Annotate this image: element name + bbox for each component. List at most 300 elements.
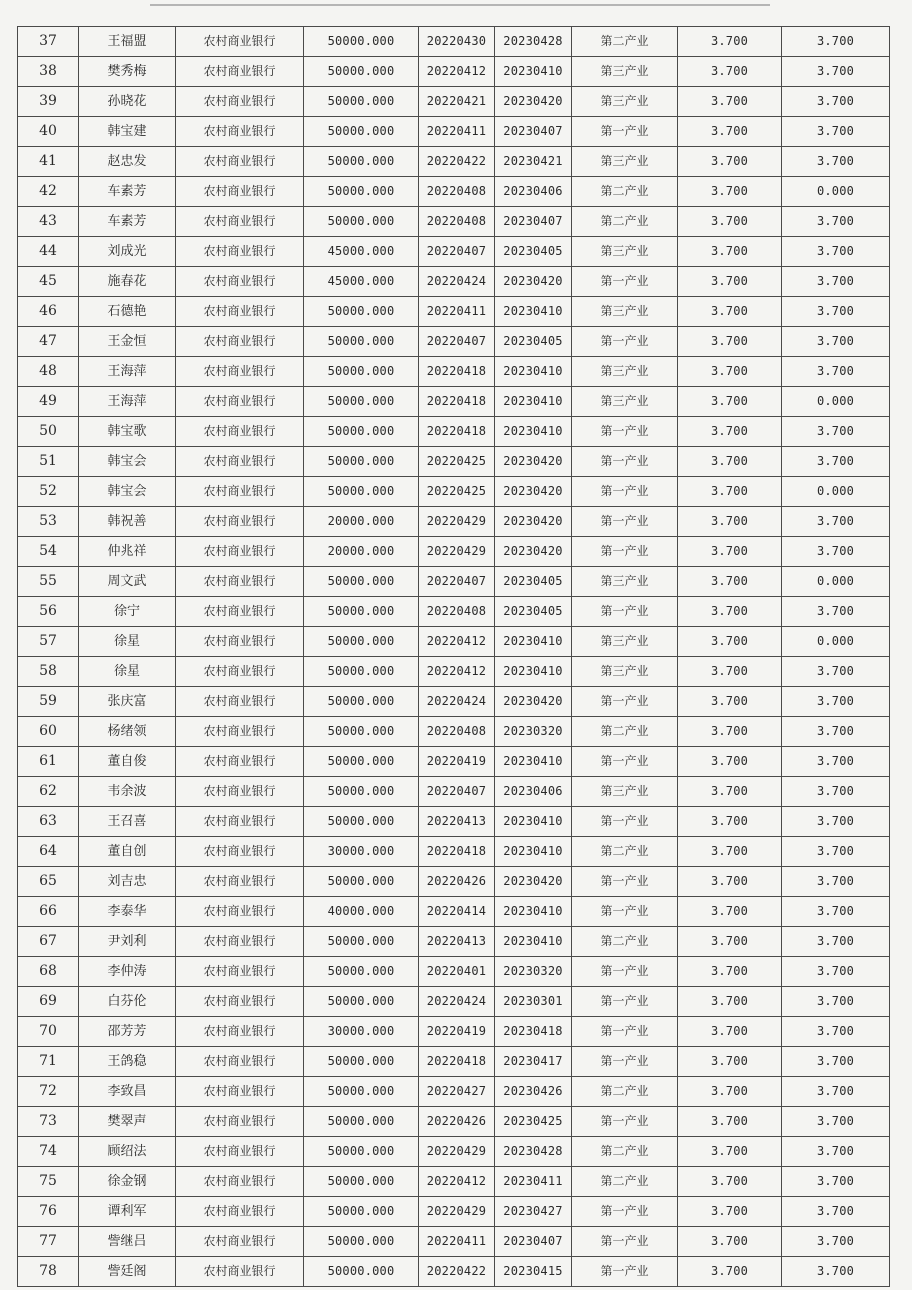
table-row xyxy=(18,1197,890,1227)
row-number-cell: 66 xyxy=(18,897,79,927)
industry-type-cell: 第一产业 xyxy=(572,957,678,987)
bank-name-cell: 农村商业银行 xyxy=(176,897,304,927)
subsidy-rate-cell: 0.000 xyxy=(782,387,890,417)
loan-amount-cell: 20000.000 xyxy=(304,507,419,537)
start-date-cell: 20220411 xyxy=(419,117,495,147)
loan-amount-cell: 50000.000 xyxy=(304,1167,419,1197)
start-date-cell: 20220407 xyxy=(419,567,495,597)
row-number-cell: 54 xyxy=(18,537,79,567)
interest-rate-cell: 3.700 xyxy=(678,1197,782,1227)
loan-amount-cell: 50000.000 xyxy=(304,57,419,87)
end-date-cell: 20230320 xyxy=(495,717,572,747)
bank-name-cell: 农村商业银行 xyxy=(176,957,304,987)
subsidy-rate-cell: 3.700 xyxy=(782,927,890,957)
table-row xyxy=(18,1077,890,1107)
subsidy-rate-cell: 3.700 xyxy=(782,1077,890,1107)
subsidy-rate-cell: 3.700 xyxy=(782,297,890,327)
loan-amount-cell: 50000.000 xyxy=(304,1077,419,1107)
row-number-cell: 48 xyxy=(18,357,79,387)
loan-amount-cell: 50000.000 xyxy=(304,567,419,597)
subsidy-rate-cell: 3.700 xyxy=(782,507,890,537)
industry-type-cell: 第一产业 xyxy=(572,1047,678,1077)
loan-amount-cell: 50000.000 xyxy=(304,27,419,57)
end-date-cell: 20230410 xyxy=(495,657,572,687)
table-row xyxy=(18,657,890,687)
borrower-name-cell: 仲兆祥 xyxy=(79,537,176,567)
borrower-name-cell: 韩宝建 xyxy=(79,117,176,147)
bank-name-cell: 农村商业银行 xyxy=(176,1257,304,1287)
end-date-cell: 20230411 xyxy=(495,1167,572,1197)
row-number-cell: 43 xyxy=(18,207,79,237)
borrower-name-cell: 施春花 xyxy=(79,267,176,297)
industry-type-cell: 第三产业 xyxy=(572,777,678,807)
start-date-cell: 20220427 xyxy=(419,1077,495,1107)
bank-name-cell: 农村商业银行 xyxy=(176,567,304,597)
bank-name-cell: 农村商业银行 xyxy=(176,507,304,537)
borrower-name-cell: 韩宝会 xyxy=(79,477,176,507)
interest-rate-cell: 3.700 xyxy=(678,1227,782,1257)
industry-type-cell: 第一产业 xyxy=(572,1017,678,1047)
table-row xyxy=(18,807,890,837)
start-date-cell: 20220408 xyxy=(419,597,495,627)
industry-type-cell: 第二产业 xyxy=(572,207,678,237)
table-row xyxy=(18,987,890,1017)
borrower-name-cell: 车素芳 xyxy=(79,207,176,237)
industry-type-cell: 第三产业 xyxy=(572,627,678,657)
end-date-cell: 20230418 xyxy=(495,1017,572,1047)
table-row xyxy=(18,1227,890,1257)
start-date-cell: 20220429 xyxy=(419,507,495,537)
borrower-name-cell: 樊秀梅 xyxy=(79,57,176,87)
row-number-cell: 73 xyxy=(18,1107,79,1137)
borrower-name-cell: 訾廷阁 xyxy=(79,1257,176,1287)
end-date-cell: 20230410 xyxy=(495,57,572,87)
end-date-cell: 20230420 xyxy=(495,867,572,897)
row-number-cell: 55 xyxy=(18,567,79,597)
row-number-cell: 60 xyxy=(18,717,79,747)
table-row xyxy=(18,117,890,147)
row-number-cell: 47 xyxy=(18,327,79,357)
subsidy-rate-cell: 3.700 xyxy=(782,327,890,357)
row-number-cell: 44 xyxy=(18,237,79,267)
interest-rate-cell: 3.700 xyxy=(678,27,782,57)
interest-rate-cell: 3.700 xyxy=(678,447,782,477)
bank-name-cell: 农村商业银行 xyxy=(176,537,304,567)
bank-name-cell: 农村商业银行 xyxy=(176,927,304,957)
row-number-cell: 65 xyxy=(18,867,79,897)
interest-rate-cell: 3.700 xyxy=(678,117,782,147)
industry-type-cell: 第一产业 xyxy=(572,507,678,537)
subsidy-rate-cell: 0.000 xyxy=(782,177,890,207)
industry-type-cell: 第二产业 xyxy=(572,927,678,957)
interest-rate-cell: 3.700 xyxy=(678,297,782,327)
end-date-cell: 20230410 xyxy=(495,297,572,327)
industry-type-cell: 第一产业 xyxy=(572,867,678,897)
interest-rate-cell: 3.700 xyxy=(678,387,782,417)
industry-type-cell: 第一产业 xyxy=(572,267,678,297)
table-row xyxy=(18,867,890,897)
table-row xyxy=(18,927,890,957)
bank-name-cell: 农村商业银行 xyxy=(176,1077,304,1107)
subsidy-rate-cell: 3.700 xyxy=(782,1197,890,1227)
loan-amount-cell: 50000.000 xyxy=(304,477,419,507)
bank-name-cell: 农村商业银行 xyxy=(176,1017,304,1047)
subsidy-rate-cell: 3.700 xyxy=(782,357,890,387)
borrower-name-cell: 王海萍 xyxy=(79,387,176,417)
end-date-cell: 20230301 xyxy=(495,987,572,1017)
end-date-cell: 20230410 xyxy=(495,747,572,777)
borrower-name-cell: 张庆富 xyxy=(79,687,176,717)
interest-rate-cell: 3.700 xyxy=(678,87,782,117)
end-date-cell: 20230405 xyxy=(495,327,572,357)
row-number-cell: 78 xyxy=(18,1257,79,1287)
subsidy-rate-cell: 3.700 xyxy=(782,237,890,267)
borrower-name-cell: 顾绍法 xyxy=(79,1137,176,1167)
subsidy-rate-cell: 3.700 xyxy=(782,87,890,117)
industry-type-cell: 第二产业 xyxy=(572,837,678,867)
interest-rate-cell: 3.700 xyxy=(678,237,782,267)
subsidy-rate-cell: 3.700 xyxy=(782,1107,890,1137)
subsidy-rate-cell: 0.000 xyxy=(782,567,890,597)
table-row xyxy=(18,357,890,387)
subsidy-rate-cell: 0.000 xyxy=(782,627,890,657)
interest-rate-cell: 3.700 xyxy=(678,687,782,717)
row-number-cell: 63 xyxy=(18,807,79,837)
industry-type-cell: 第一产业 xyxy=(572,1107,678,1137)
borrower-name-cell: 邵芳芳 xyxy=(79,1017,176,1047)
start-date-cell: 20220425 xyxy=(419,447,495,477)
end-date-cell: 20230405 xyxy=(495,597,572,627)
row-number-cell: 53 xyxy=(18,507,79,537)
table-row xyxy=(18,297,890,327)
industry-type-cell: 第三产业 xyxy=(572,357,678,387)
row-number-cell: 69 xyxy=(18,987,79,1017)
subsidy-rate-cell: 3.700 xyxy=(782,1227,890,1257)
table-row xyxy=(18,897,890,927)
industry-type-cell: 第二产业 xyxy=(572,1137,678,1167)
industry-type-cell: 第三产业 xyxy=(572,567,678,597)
interest-rate-cell: 3.700 xyxy=(678,1107,782,1137)
borrower-name-cell: 石德艳 xyxy=(79,297,176,327)
industry-type-cell: 第一产业 xyxy=(572,597,678,627)
row-number-cell: 71 xyxy=(18,1047,79,1077)
bank-name-cell: 农村商业银行 xyxy=(176,87,304,117)
interest-rate-cell: 3.700 xyxy=(678,507,782,537)
table-row xyxy=(18,477,890,507)
borrower-name-cell: 刘成光 xyxy=(79,237,176,267)
borrower-name-cell: 韩祝善 xyxy=(79,507,176,537)
table-row xyxy=(18,237,890,267)
bank-name-cell: 农村商业银行 xyxy=(176,987,304,1017)
start-date-cell: 20220429 xyxy=(419,1197,495,1227)
start-date-cell: 20220407 xyxy=(419,237,495,267)
loan-amount-cell: 50000.000 xyxy=(304,207,419,237)
end-date-cell: 20230420 xyxy=(495,537,572,567)
end-date-cell: 20230410 xyxy=(495,417,572,447)
industry-type-cell: 第三产业 xyxy=(572,57,678,87)
table-row xyxy=(18,1017,890,1047)
end-date-cell: 20230427 xyxy=(495,1197,572,1227)
start-date-cell: 20220429 xyxy=(419,1137,495,1167)
borrower-name-cell: 王福盟 xyxy=(79,27,176,57)
industry-type-cell: 第三产业 xyxy=(572,87,678,117)
loan-amount-cell: 50000.000 xyxy=(304,147,419,177)
interest-rate-cell: 3.700 xyxy=(678,897,782,927)
loan-amount-cell: 50000.000 xyxy=(304,1257,419,1287)
interest-rate-cell: 3.700 xyxy=(678,477,782,507)
table-row xyxy=(18,27,890,57)
interest-rate-cell: 3.700 xyxy=(678,417,782,447)
interest-rate-cell: 3.700 xyxy=(678,957,782,987)
start-date-cell: 20220401 xyxy=(419,957,495,987)
bank-name-cell: 农村商业银行 xyxy=(176,777,304,807)
bank-name-cell: 农村商业银行 xyxy=(176,657,304,687)
interest-rate-cell: 3.700 xyxy=(678,147,782,177)
bank-name-cell: 农村商业银行 xyxy=(176,147,304,177)
start-date-cell: 20220411 xyxy=(419,297,495,327)
industry-type-cell: 第一产业 xyxy=(572,417,678,447)
subsidy-rate-cell: 3.700 xyxy=(782,267,890,297)
bank-name-cell: 农村商业银行 xyxy=(176,627,304,657)
loan-amount-cell: 40000.000 xyxy=(304,897,419,927)
interest-rate-cell: 3.700 xyxy=(678,717,782,747)
loan-amount-cell: 50000.000 xyxy=(304,957,419,987)
start-date-cell: 20220408 xyxy=(419,177,495,207)
end-date-cell: 20230410 xyxy=(495,357,572,387)
loan-amount-cell: 50000.000 xyxy=(304,627,419,657)
borrower-name-cell: 赵忠发 xyxy=(79,147,176,177)
end-date-cell: 20230420 xyxy=(495,477,572,507)
end-date-cell: 20230406 xyxy=(495,777,572,807)
borrower-name-cell: 周文武 xyxy=(79,567,176,597)
row-number-cell: 68 xyxy=(18,957,79,987)
loan-amount-cell: 50000.000 xyxy=(304,777,419,807)
bank-name-cell: 农村商业银行 xyxy=(176,327,304,357)
loan-table xyxy=(17,26,890,1287)
subsidy-rate-cell: 3.700 xyxy=(782,897,890,927)
loan-amount-cell: 45000.000 xyxy=(304,237,419,267)
loan-amount-cell: 50000.000 xyxy=(304,1227,419,1257)
interest-rate-cell: 3.700 xyxy=(678,597,782,627)
row-number-cell: 77 xyxy=(18,1227,79,1257)
row-number-cell: 67 xyxy=(18,927,79,957)
loan-amount-cell: 50000.000 xyxy=(304,807,419,837)
end-date-cell: 20230420 xyxy=(495,687,572,717)
subsidy-rate-cell: 3.700 xyxy=(782,27,890,57)
loan-amount-cell: 50000.000 xyxy=(304,117,419,147)
borrower-name-cell: 訾继吕 xyxy=(79,1227,176,1257)
subsidy-rate-cell: 3.700 xyxy=(782,1017,890,1047)
row-number-cell: 76 xyxy=(18,1197,79,1227)
table-row xyxy=(18,387,890,417)
loan-amount-cell: 50000.000 xyxy=(304,87,419,117)
loan-amount-cell: 50000.000 xyxy=(304,867,419,897)
borrower-name-cell: 尹刘利 xyxy=(79,927,176,957)
row-number-cell: 49 xyxy=(18,387,79,417)
loan-amount-cell: 50000.000 xyxy=(304,357,419,387)
interest-rate-cell: 3.700 xyxy=(678,177,782,207)
borrower-name-cell: 车素芳 xyxy=(79,177,176,207)
subsidy-rate-cell: 3.700 xyxy=(782,447,890,477)
start-date-cell: 20220424 xyxy=(419,687,495,717)
subsidy-rate-cell: 3.700 xyxy=(782,1167,890,1197)
table-row xyxy=(18,87,890,117)
start-date-cell: 20220418 xyxy=(419,387,495,417)
subsidy-rate-cell: 3.700 xyxy=(782,717,890,747)
interest-rate-cell: 3.700 xyxy=(678,1137,782,1167)
loan-amount-cell: 50000.000 xyxy=(304,657,419,687)
bank-name-cell: 农村商业银行 xyxy=(176,417,304,447)
interest-rate-cell: 3.700 xyxy=(678,207,782,237)
industry-type-cell: 第三产业 xyxy=(572,387,678,417)
bank-name-cell: 农村商业银行 xyxy=(176,57,304,87)
subsidy-rate-cell: 3.700 xyxy=(782,57,890,87)
borrower-name-cell: 刘吉忠 xyxy=(79,867,176,897)
row-number-cell: 37 xyxy=(18,27,79,57)
subsidy-rate-cell: 3.700 xyxy=(782,117,890,147)
row-number-cell: 46 xyxy=(18,297,79,327)
loan-amount-cell: 50000.000 xyxy=(304,177,419,207)
start-date-cell: 20220418 xyxy=(419,1047,495,1077)
row-number-cell: 62 xyxy=(18,777,79,807)
table-row xyxy=(18,507,890,537)
borrower-name-cell: 徐宁 xyxy=(79,597,176,627)
table-row xyxy=(18,1107,890,1137)
end-date-cell: 20230415 xyxy=(495,1257,572,1287)
end-date-cell: 20230417 xyxy=(495,1047,572,1077)
subsidy-rate-cell: 3.700 xyxy=(782,987,890,1017)
bank-name-cell: 农村商业银行 xyxy=(176,27,304,57)
bank-name-cell: 农村商业银行 xyxy=(176,597,304,627)
bank-name-cell: 农村商业银行 xyxy=(176,357,304,387)
borrower-name-cell: 李泰华 xyxy=(79,897,176,927)
row-number-cell: 45 xyxy=(18,267,79,297)
industry-type-cell: 第一产业 xyxy=(572,537,678,567)
row-number-cell: 72 xyxy=(18,1077,79,1107)
subsidy-rate-cell: 3.700 xyxy=(782,837,890,867)
table-row xyxy=(18,957,890,987)
loan-amount-cell: 45000.000 xyxy=(304,267,419,297)
interest-rate-cell: 3.700 xyxy=(678,927,782,957)
end-date-cell: 20230407 xyxy=(495,207,572,237)
table-row xyxy=(18,327,890,357)
end-date-cell: 20230410 xyxy=(495,927,572,957)
borrower-name-cell: 李致昌 xyxy=(79,1077,176,1107)
row-number-cell: 51 xyxy=(18,447,79,477)
table-row xyxy=(18,447,890,477)
bank-name-cell: 农村商业银行 xyxy=(176,267,304,297)
table-row xyxy=(18,417,890,447)
table-row xyxy=(18,1257,890,1287)
bank-name-cell: 农村商业银行 xyxy=(176,177,304,207)
bank-name-cell: 农村商业银行 xyxy=(176,447,304,477)
loan-amount-cell: 50000.000 xyxy=(304,597,419,627)
start-date-cell: 20220418 xyxy=(419,417,495,447)
start-date-cell: 20220418 xyxy=(419,837,495,867)
industry-type-cell: 第一产业 xyxy=(572,117,678,147)
row-number-cell: 50 xyxy=(18,417,79,447)
borrower-name-cell: 王海萍 xyxy=(79,357,176,387)
table-row xyxy=(18,1137,890,1167)
interest-rate-cell: 3.700 xyxy=(678,1257,782,1287)
interest-rate-cell: 3.700 xyxy=(678,357,782,387)
start-date-cell: 20220412 xyxy=(419,627,495,657)
start-date-cell: 20220412 xyxy=(419,57,495,87)
end-date-cell: 20230410 xyxy=(495,807,572,837)
end-date-cell: 20230410 xyxy=(495,387,572,417)
subsidy-rate-cell: 3.700 xyxy=(782,147,890,177)
table-row xyxy=(18,597,890,627)
row-number-cell: 64 xyxy=(18,837,79,867)
start-date-cell: 20220413 xyxy=(419,807,495,837)
interest-rate-cell: 3.700 xyxy=(678,987,782,1017)
row-number-cell: 41 xyxy=(18,147,79,177)
row-number-cell: 61 xyxy=(18,747,79,777)
row-number-cell: 52 xyxy=(18,477,79,507)
subsidy-rate-cell: 3.700 xyxy=(782,207,890,237)
subsidy-rate-cell: 3.700 xyxy=(782,1047,890,1077)
row-number-cell: 59 xyxy=(18,687,79,717)
subsidy-rate-cell: 3.700 xyxy=(782,957,890,987)
end-date-cell: 20230421 xyxy=(495,147,572,177)
loan-amount-cell: 50000.000 xyxy=(304,1107,419,1137)
interest-rate-cell: 3.700 xyxy=(678,777,782,807)
row-number-cell: 42 xyxy=(18,177,79,207)
end-date-cell: 20230407 xyxy=(495,1227,572,1257)
start-date-cell: 20220412 xyxy=(419,657,495,687)
start-date-cell: 20220430 xyxy=(419,27,495,57)
table-row xyxy=(18,627,890,657)
end-date-cell: 20230425 xyxy=(495,1107,572,1137)
end-date-cell: 20230410 xyxy=(495,897,572,927)
interest-rate-cell: 3.700 xyxy=(678,657,782,687)
subsidy-rate-cell: 3.700 xyxy=(782,1257,890,1287)
interest-rate-cell: 3.700 xyxy=(678,1077,782,1107)
start-date-cell: 20220418 xyxy=(419,357,495,387)
end-date-cell: 20230410 xyxy=(495,837,572,867)
borrower-name-cell: 樊翠声 xyxy=(79,1107,176,1137)
row-number-cell: 58 xyxy=(18,657,79,687)
start-date-cell: 20220407 xyxy=(419,327,495,357)
interest-rate-cell: 3.700 xyxy=(678,327,782,357)
bank-name-cell: 农村商业银行 xyxy=(176,1227,304,1257)
borrower-name-cell: 王金恒 xyxy=(79,327,176,357)
subsidy-rate-cell: 3.700 xyxy=(782,687,890,717)
borrower-name-cell: 董自俊 xyxy=(79,747,176,777)
interest-rate-cell: 3.700 xyxy=(678,267,782,297)
row-number-cell: 57 xyxy=(18,627,79,657)
industry-type-cell: 第一产业 xyxy=(572,687,678,717)
end-date-cell: 20230405 xyxy=(495,237,572,267)
subsidy-rate-cell: 3.700 xyxy=(782,747,890,777)
start-date-cell: 20220422 xyxy=(419,1257,495,1287)
loan-amount-cell: 50000.000 xyxy=(304,927,419,957)
start-date-cell: 20220419 xyxy=(419,1017,495,1047)
industry-type-cell: 第一产业 xyxy=(572,447,678,477)
bank-name-cell: 农村商业银行 xyxy=(176,207,304,237)
start-date-cell: 20220429 xyxy=(419,537,495,567)
industry-type-cell: 第三产业 xyxy=(572,147,678,177)
industry-type-cell: 第一产业 xyxy=(572,477,678,507)
borrower-name-cell: 谭利军 xyxy=(79,1197,176,1227)
table-row xyxy=(18,777,890,807)
table-row xyxy=(18,1167,890,1197)
start-date-cell: 20220414 xyxy=(419,897,495,927)
table-row xyxy=(18,717,890,747)
industry-type-cell: 第一产业 xyxy=(572,807,678,837)
bank-name-cell: 农村商业银行 xyxy=(176,237,304,267)
table-row xyxy=(18,537,890,567)
